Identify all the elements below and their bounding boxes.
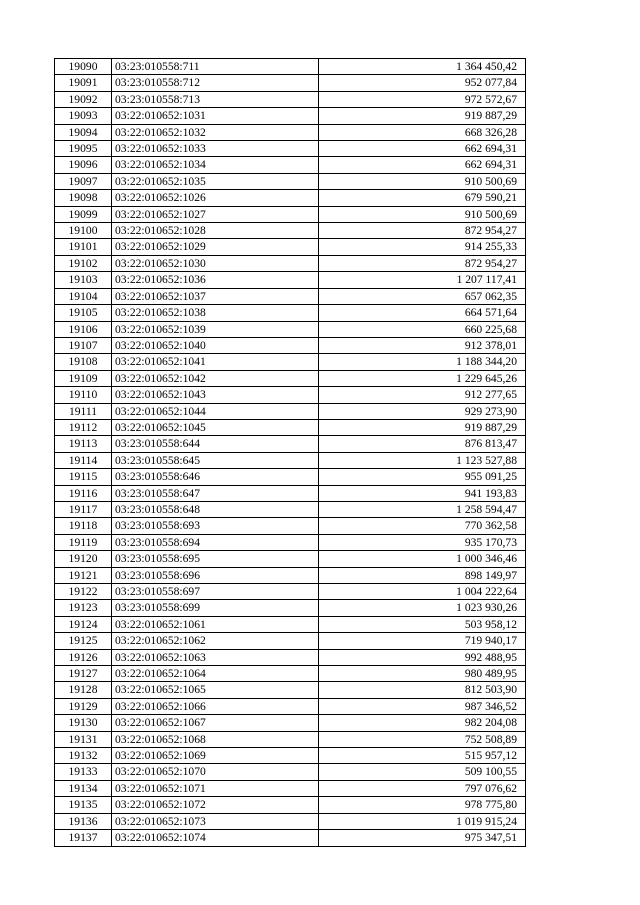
row-number-cell: 19113 <box>55 436 112 452</box>
row-number-cell: 19114 <box>55 452 112 468</box>
cadastral-value-cell: 935 170,73 <box>319 534 526 550</box>
row-number-cell: 19125 <box>55 633 112 649</box>
cadastral-value-cell: 1 258 594,47 <box>319 501 526 517</box>
table-row <box>55 731 526 747</box>
cadastral-value-cell: 812 503,90 <box>319 682 526 698</box>
cadastral-number-cell: 03:22:010652:1045 <box>112 419 319 435</box>
table-row <box>55 305 526 321</box>
row-number-cell: 19104 <box>55 288 112 304</box>
row-number-cell: 19135 <box>55 797 112 813</box>
cadastral-number-cell: 03:23:010558:645 <box>112 452 319 468</box>
row-number-cell: 19131 <box>55 731 112 747</box>
row-number-cell: 19103 <box>55 272 112 288</box>
table-row <box>55 157 526 173</box>
cadastral-value-cell: 914 255,33 <box>319 239 526 255</box>
row-number-cell: 19094 <box>55 124 112 140</box>
table-row <box>55 173 526 189</box>
table-row <box>55 649 526 665</box>
row-number-cell: 19136 <box>55 813 112 829</box>
cadastral-value-cell: 987 346,52 <box>319 698 526 714</box>
table-row <box>55 239 526 255</box>
cadastral-number-cell: 03:22:010652:1062 <box>112 633 319 649</box>
table-row <box>55 551 526 567</box>
cadastral-number-cell: 03:22:010652:1071 <box>112 780 319 796</box>
row-number-cell: 19137 <box>55 830 112 846</box>
cadastral-value-cell: 992 488,95 <box>319 649 526 665</box>
row-number-cell: 19093 <box>55 108 112 124</box>
cadastral-value-cell: 876 813,47 <box>319 436 526 452</box>
cadastral-number-cell: 03:22:010652:1041 <box>112 354 319 370</box>
cadastral-number-cell: 03:22:010652:1064 <box>112 666 319 682</box>
table-row <box>55 337 526 353</box>
table-row <box>55 600 526 616</box>
table-row <box>55 354 526 370</box>
table-row <box>55 698 526 714</box>
cadastral-value-cell: 1 123 527,88 <box>319 452 526 468</box>
row-number-cell: 19100 <box>55 223 112 239</box>
row-number-cell: 19117 <box>55 501 112 517</box>
row-number-cell: 19107 <box>55 337 112 353</box>
row-number-cell: 19106 <box>55 321 112 337</box>
cadastral-number-cell: 03:22:010652:1037 <box>112 288 319 304</box>
cadastral-value-cell: 941 193,83 <box>319 485 526 501</box>
table-row <box>55 797 526 813</box>
cadastral-number-cell: 03:22:010652:1030 <box>112 255 319 271</box>
row-number-cell: 19112 <box>55 419 112 435</box>
table-row <box>55 485 526 501</box>
cadastral-value-cell: 872 954,27 <box>319 223 526 239</box>
cadastral-value-cell: 919 887,29 <box>319 419 526 435</box>
cadastral-value-cell: 509 100,55 <box>319 764 526 780</box>
cadastral-value-cell: 972 572,67 <box>319 91 526 107</box>
cadastral-number-cell: 03:22:010652:1074 <box>112 830 319 846</box>
table-row <box>55 91 526 107</box>
row-number-cell: 19108 <box>55 354 112 370</box>
cadastral-number-cell: 03:23:010558:647 <box>112 485 319 501</box>
table-row <box>55 272 526 288</box>
cadastral-number-cell: 03:22:010652:1032 <box>112 124 319 140</box>
cadastral-number-cell: 03:22:010652:1073 <box>112 813 319 829</box>
cadastral-value-cell: 664 571,64 <box>319 305 526 321</box>
table-row <box>55 370 526 386</box>
table-row <box>55 436 526 452</box>
cadastral-value-cell: 910 500,69 <box>319 206 526 222</box>
cadastral-value-cell: 719 940,17 <box>319 633 526 649</box>
table-row <box>55 75 526 91</box>
cadastral-value-cell: 752 508,89 <box>319 731 526 747</box>
cadastral-number-cell: 03:23:010558:712 <box>112 75 319 91</box>
table-row <box>55 584 526 600</box>
table-row <box>55 452 526 468</box>
cadastral-number-cell: 03:23:010558:694 <box>112 534 319 550</box>
cadastral-number-cell: 03:22:010652:1042 <box>112 370 319 386</box>
cadastral-value-cell: 975 347,51 <box>319 830 526 846</box>
cadastral-value-cell: 1 023 930,26 <box>319 600 526 616</box>
row-number-cell: 19091 <box>55 75 112 91</box>
cadastral-number-cell: 03:22:010652:1070 <box>112 764 319 780</box>
cadastral-number-cell: 03:22:010652:1069 <box>112 748 319 764</box>
row-number-cell: 19116 <box>55 485 112 501</box>
cadastral-number-cell: 03:22:010652:1043 <box>112 387 319 403</box>
row-number-cell: 19115 <box>55 469 112 485</box>
table-body <box>55 59 526 847</box>
cadastral-number-cell: 03:22:010652:1033 <box>112 141 319 157</box>
row-number-cell: 19095 <box>55 141 112 157</box>
row-number-cell: 19126 <box>55 649 112 665</box>
cadastral-value-cell: 898 149,97 <box>319 567 526 583</box>
cadastral-number-cell: 03:22:010652:1034 <box>112 157 319 173</box>
cadastral-number-cell: 03:23:010558:711 <box>112 59 319 75</box>
cadastral-value-cell: 1 207 117,41 <box>319 272 526 288</box>
row-number-cell: 19119 <box>55 534 112 550</box>
row-number-cell: 19105 <box>55 305 112 321</box>
cadastral-number-cell: 03:22:010652:1072 <box>112 797 319 813</box>
cadastral-number-cell: 03:22:010652:1029 <box>112 239 319 255</box>
row-number-cell: 19092 <box>55 91 112 107</box>
cadastral-number-cell: 03:22:010652:1036 <box>112 272 319 288</box>
cadastral-value-cell: 668 326,28 <box>319 124 526 140</box>
cadastral-value-cell: 919 887,29 <box>319 108 526 124</box>
table-row <box>55 387 526 403</box>
cadastral-number-cell: 03:23:010558:699 <box>112 600 319 616</box>
cadastral-value-cell: 978 775,80 <box>319 797 526 813</box>
cadastral-number-cell: 03:22:010652:1040 <box>112 337 319 353</box>
cadastral-value-cell: 955 091,25 <box>319 469 526 485</box>
cadastral-value-cell: 503 958,12 <box>319 616 526 632</box>
row-number-cell: 19111 <box>55 403 112 419</box>
table-row <box>55 255 526 271</box>
cadastral-value-cell: 1 188 344,20 <box>319 354 526 370</box>
row-number-cell: 19102 <box>55 255 112 271</box>
table-row <box>55 288 526 304</box>
cadastral-value-cell: 929 273,90 <box>319 403 526 419</box>
cadastral-number-cell: 03:23:010558:695 <box>112 551 319 567</box>
cadastral-value-cell: 1 004 222,64 <box>319 584 526 600</box>
table-row <box>55 518 526 534</box>
cadastral-number-cell: 03:23:010558:648 <box>112 501 319 517</box>
cadastral-value-cell: 797 076,62 <box>319 780 526 796</box>
cadastral-number-cell: 03:23:010558:697 <box>112 584 319 600</box>
table-row <box>55 223 526 239</box>
cadastral-number-cell: 03:22:010652:1028 <box>112 223 319 239</box>
table-row <box>55 616 526 632</box>
cadastral-number-cell: 03:22:010652:1065 <box>112 682 319 698</box>
table-row <box>55 748 526 764</box>
row-number-cell: 19124 <box>55 616 112 632</box>
cadastral-number-cell: 03:22:010652:1068 <box>112 731 319 747</box>
cadastral-number-cell: 03:22:010652:1039 <box>112 321 319 337</box>
cadastral-value-table <box>54 58 526 847</box>
cadastral-number-cell: 03:22:010652:1035 <box>112 173 319 189</box>
cadastral-value-cell: 657 062,35 <box>319 288 526 304</box>
cadastral-number-cell: 03:22:010652:1031 <box>112 108 319 124</box>
row-number-cell: 19122 <box>55 584 112 600</box>
cadastral-number-cell: 03:22:010652:1063 <box>112 649 319 665</box>
table-row <box>55 633 526 649</box>
row-number-cell: 19134 <box>55 780 112 796</box>
cadastral-value-cell: 1 000 346,46 <box>319 551 526 567</box>
cadastral-number-cell: 03:22:010652:1026 <box>112 190 319 206</box>
cadastral-value-cell: 952 077,84 <box>319 75 526 91</box>
cadastral-value-cell: 1 229 645,26 <box>319 370 526 386</box>
cadastral-value-cell: 982 204,08 <box>319 715 526 731</box>
table-row <box>55 206 526 222</box>
cadastral-value-cell: 910 500,69 <box>319 173 526 189</box>
table-row <box>55 501 526 517</box>
cadastral-number-cell: 03:22:010652:1066 <box>112 698 319 714</box>
row-number-cell: 19099 <box>55 206 112 222</box>
cadastral-number-cell: 03:23:010558:693 <box>112 518 319 534</box>
row-number-cell: 19101 <box>55 239 112 255</box>
row-number-cell: 19133 <box>55 764 112 780</box>
row-number-cell: 19123 <box>55 600 112 616</box>
table-row <box>55 469 526 485</box>
cadastral-value-cell: 912 277,65 <box>319 387 526 403</box>
table-row <box>55 830 526 846</box>
cadastral-number-cell: 03:23:010558:696 <box>112 567 319 583</box>
row-number-cell: 19110 <box>55 387 112 403</box>
table-row <box>55 780 526 796</box>
cadastral-number-cell: 03:22:010652:1067 <box>112 715 319 731</box>
table-row <box>55 682 526 698</box>
table-row <box>55 403 526 419</box>
cadastral-number-cell: 03:22:010652:1061 <box>112 616 319 632</box>
row-number-cell: 19096 <box>55 157 112 173</box>
cadastral-value-cell: 980 489,95 <box>319 666 526 682</box>
cadastral-value-cell: 662 694,31 <box>319 141 526 157</box>
table-row <box>55 813 526 829</box>
cadastral-number-cell: 03:22:010652:1027 <box>112 206 319 222</box>
table-row <box>55 715 526 731</box>
document-page <box>54 58 525 847</box>
table-row <box>55 108 526 124</box>
cadastral-number-cell: 03:23:010558:713 <box>112 91 319 107</box>
row-number-cell: 19109 <box>55 370 112 386</box>
table-row <box>55 141 526 157</box>
cadastral-number-cell: 03:23:010558:644 <box>112 436 319 452</box>
table-row <box>55 534 526 550</box>
row-number-cell: 19097 <box>55 173 112 189</box>
cadastral-value-cell: 515 957,12 <box>319 748 526 764</box>
cadastral-number-cell: 03:23:010558:646 <box>112 469 319 485</box>
row-number-cell: 19118 <box>55 518 112 534</box>
row-number-cell: 19128 <box>55 682 112 698</box>
table-row <box>55 190 526 206</box>
cadastral-value-cell: 679 590,21 <box>319 190 526 206</box>
table-row <box>55 321 526 337</box>
row-number-cell: 19090 <box>55 59 112 75</box>
table-row <box>55 567 526 583</box>
row-number-cell: 19132 <box>55 748 112 764</box>
table-row <box>55 764 526 780</box>
cadastral-value-cell: 912 378,01 <box>319 337 526 353</box>
table-row <box>55 124 526 140</box>
cadastral-value-cell: 660 225,68 <box>319 321 526 337</box>
cadastral-value-cell: 872 954,27 <box>319 255 526 271</box>
table-row <box>55 666 526 682</box>
cadastral-value-cell: 1 019 915,24 <box>319 813 526 829</box>
cadastral-value-cell: 662 694,31 <box>319 157 526 173</box>
row-number-cell: 19121 <box>55 567 112 583</box>
cadastral-number-cell: 03:22:010652:1038 <box>112 305 319 321</box>
row-number-cell: 19129 <box>55 698 112 714</box>
cadastral-value-cell: 1 364 450,42 <box>319 59 526 75</box>
row-number-cell: 19130 <box>55 715 112 731</box>
cadastral-number-cell: 03:22:010652:1044 <box>112 403 319 419</box>
row-number-cell: 19098 <box>55 190 112 206</box>
table-row <box>55 419 526 435</box>
row-number-cell: 19120 <box>55 551 112 567</box>
cadastral-value-cell: 770 362,58 <box>319 518 526 534</box>
row-number-cell: 19127 <box>55 666 112 682</box>
table-row <box>55 59 526 75</box>
